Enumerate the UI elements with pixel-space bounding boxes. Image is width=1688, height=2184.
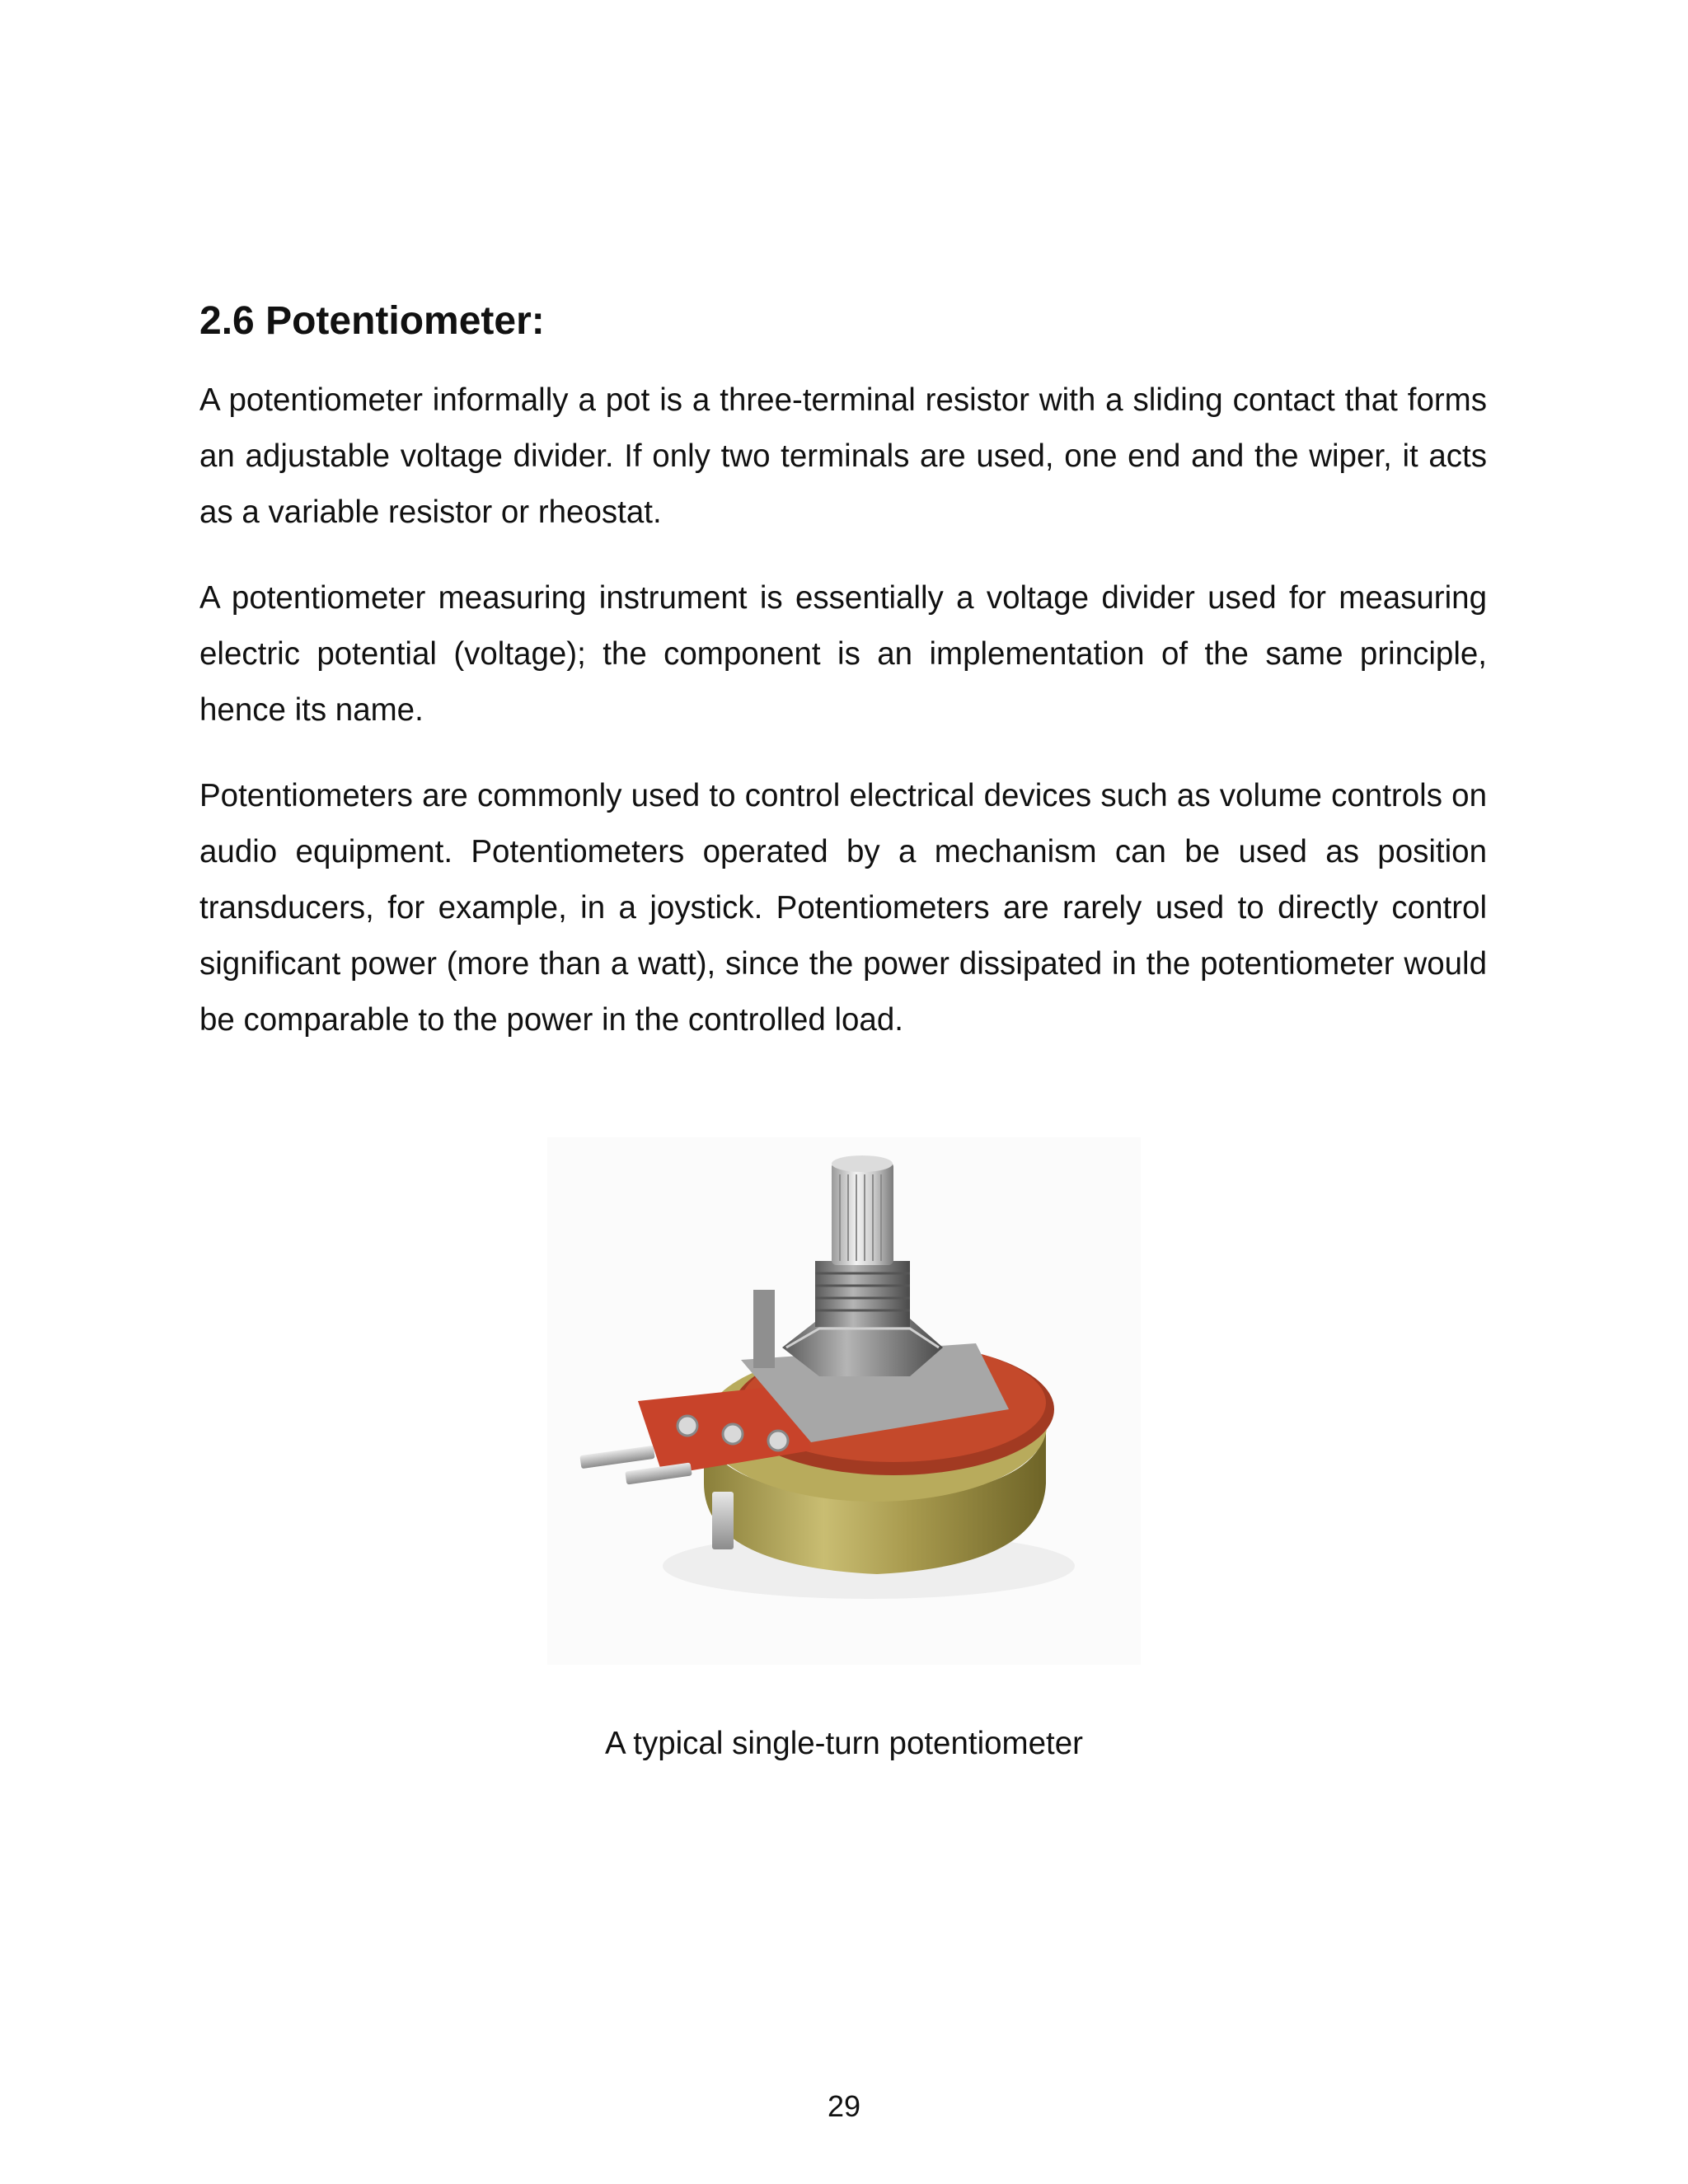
section-heading: 2.6 Potentiometer: [199, 299, 545, 343]
potentiometer-illustration [547, 1137, 1141, 1665]
paragraph-measuring-instrument: A potentiometer measuring instrument is essentially a voltage divider used for measuring electric potential (voltage); the component is an implementation of the same principle, hence its name. [199, 580, 1487, 728]
threaded-bushing [815, 1261, 910, 1327]
page-number: 29 [827, 2089, 861, 2123]
paragraph-applications: Potentiometers are commonly used to control electrical devices such as volume controls on audio equipment. Potentiometers operated by a mechanism can be used as position transducers, for example, in a joystick. Potentiometers are rarely used to directly control significant power (more than a watt), since the power dissipated in the potentiometer would be comparable to the power in the controlled load. [199, 778, 1487, 1038]
potentiometer-figure [547, 1137, 1141, 1665]
figure-caption: A typical single-turn potentiometer [605, 1726, 1083, 1761]
paragraph-definition: A potentiometer informally a pot is a three-terminal resistor with a sliding contact that forms an adjustable voltage divider. If only two terminals are used, one end and the wiper, it acts as a variable resistor or rheostat. [199, 382, 1487, 530]
knurled-shaft [832, 1155, 893, 1265]
